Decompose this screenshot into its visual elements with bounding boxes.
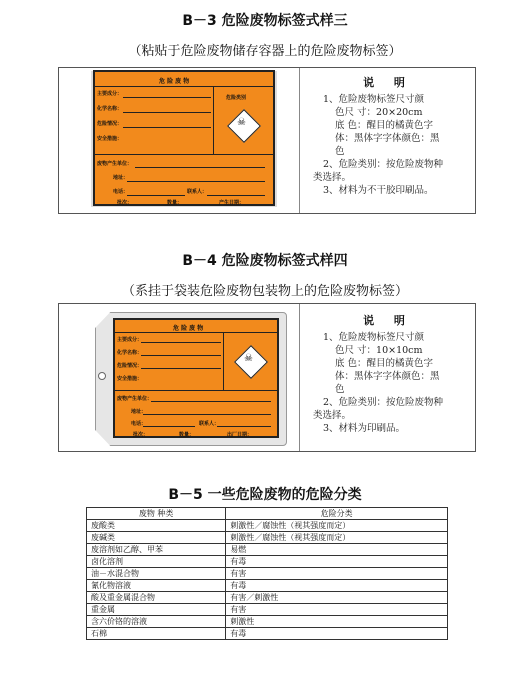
label3-field: 联系人： bbox=[187, 189, 208, 195]
label4-field: 电话： bbox=[131, 421, 147, 427]
label4-field: 地址： bbox=[131, 409, 147, 415]
label3-line bbox=[135, 167, 265, 168]
section4-desc-heading: 说 明 bbox=[363, 314, 413, 327]
label4-field: 数量： bbox=[179, 432, 195, 438]
label3-field: 废物产生单位： bbox=[97, 161, 133, 167]
desc-line: 体：黑体字字体颜色：黑 bbox=[335, 371, 440, 382]
section3-subtitle: （粘贴于危险废物储存容器上的危险废物标签） bbox=[128, 44, 402, 59]
hazard-class: 有害 bbox=[226, 604, 448, 616]
hazard-class: 刺激性 bbox=[226, 616, 448, 628]
label4-field: 出厂日期： bbox=[227, 432, 253, 438]
hazard-class: 有害 bbox=[226, 568, 448, 580]
label4-header: 危 险 废 物 bbox=[173, 325, 204, 332]
table-row bbox=[87, 604, 448, 616]
hazard-class: 易燃 bbox=[226, 544, 448, 556]
label3-field: 危险情况： bbox=[97, 121, 123, 127]
label3-orange bbox=[93, 70, 275, 206]
label3-vdivider bbox=[213, 86, 214, 154]
waste-type: 废溶剂如乙醇、甲苯 bbox=[87, 544, 226, 556]
waste-type: 酸及重金属混合物 bbox=[87, 592, 226, 604]
section3-frame bbox=[58, 67, 476, 214]
hazard-class: 刺激性／腐蚀性（视其强度而定） bbox=[226, 520, 448, 532]
table-header: 废物 种类 bbox=[87, 508, 226, 520]
table-row bbox=[87, 616, 448, 628]
label3-line bbox=[123, 97, 211, 98]
section3-title: B－3 危险废物标签式样三 bbox=[182, 13, 348, 29]
waste-type: 废酸类 bbox=[87, 520, 226, 532]
desc-line: 色 bbox=[335, 146, 345, 157]
label4-field: 主要成分： bbox=[117, 337, 143, 343]
label4-line bbox=[151, 401, 271, 402]
label3-field: 化学名称： bbox=[97, 106, 123, 112]
table-row bbox=[87, 592, 448, 604]
desc-line: 3、材料为印刷品。 bbox=[323, 423, 406, 434]
label3-divider bbox=[95, 154, 273, 155]
label3-field: 主要成分： bbox=[97, 91, 123, 97]
table-row bbox=[87, 628, 448, 640]
label3-field: 地址： bbox=[113, 175, 129, 181]
hazard-class: 有毒 bbox=[226, 580, 448, 592]
section5-title: B－5 一些危险废物的危险分类 bbox=[168, 487, 362, 503]
hazard-class: 有毒 bbox=[226, 556, 448, 568]
desc-line: 2、危险类别：按危险废物种 bbox=[323, 397, 444, 408]
section3-description bbox=[305, 74, 471, 197]
label3-field: 电话： bbox=[113, 189, 129, 195]
table-row bbox=[87, 580, 448, 592]
section4-separator bbox=[299, 304, 300, 451]
hazard-class: 有害／刺激性 bbox=[226, 592, 448, 604]
table-header: 危险分类 bbox=[226, 508, 448, 520]
label3-line bbox=[123, 112, 211, 113]
hazard-class: 有毒 bbox=[226, 628, 448, 640]
section4-title: B－4 危险废物标签式样四 bbox=[182, 253, 348, 269]
table-row bbox=[87, 544, 448, 556]
label4-line bbox=[141, 355, 221, 356]
label3-field: 安全措施： bbox=[97, 136, 123, 142]
waste-type: 废碱类 bbox=[87, 532, 226, 544]
desc-line: 类选择。 bbox=[313, 410, 352, 421]
label3-line bbox=[207, 195, 265, 196]
desc-line: 1、危险废物标签尺寸颜 bbox=[323, 94, 425, 105]
desc-line: 类选择。 bbox=[313, 172, 352, 183]
label4-orange bbox=[113, 318, 279, 438]
waste-type: 油－水混合物 bbox=[87, 568, 226, 580]
waste-type: 重金属 bbox=[87, 604, 226, 616]
tag-hole-icon bbox=[98, 372, 106, 380]
waste-type: 含六价铬的溶液 bbox=[87, 616, 226, 628]
desc-line: 色尺 寸：10×10cm bbox=[335, 345, 423, 356]
hazard-classification-table bbox=[86, 507, 448, 640]
desc-line: 底 色：醒目的橘黄色字 bbox=[335, 358, 434, 369]
section3-desc-heading: 说 明 bbox=[363, 76, 413, 89]
skull-icon: ☠ bbox=[244, 353, 253, 364]
label4-line bbox=[141, 368, 221, 369]
label4-field: 化学名称： bbox=[117, 350, 143, 356]
label3-divider bbox=[95, 86, 273, 87]
label3-line bbox=[123, 127, 211, 128]
table-row bbox=[87, 556, 448, 568]
label4-field: 安全措施： bbox=[117, 376, 143, 382]
label3-field: 批次： bbox=[117, 200, 133, 206]
table-row bbox=[87, 520, 448, 532]
skull-icon: ☠ bbox=[237, 117, 246, 128]
label4-field: 联系人： bbox=[199, 421, 220, 427]
section4-description bbox=[305, 312, 471, 435]
hazard-class: 刺激性／腐蚀性（视其强度而定） bbox=[226, 532, 448, 544]
label4-field: 危险情况： bbox=[117, 363, 143, 369]
waste-type: 石棉 bbox=[87, 628, 226, 640]
label4-line bbox=[217, 426, 271, 427]
waste-type: 卤化溶剂 bbox=[87, 556, 226, 568]
label4-field: 废物产生单位： bbox=[117, 396, 153, 402]
label4-divider bbox=[115, 332, 277, 333]
label3-field: 数量： bbox=[167, 200, 183, 206]
section3-separator bbox=[299, 68, 300, 213]
label3-line bbox=[127, 195, 185, 196]
label3-header: 危 险 废 物 bbox=[159, 78, 190, 85]
label4-line bbox=[143, 414, 271, 415]
label4-field: 批次： bbox=[133, 432, 149, 438]
desc-line: 底 色：醒目的橘黄色字 bbox=[335, 120, 434, 131]
section4-frame bbox=[58, 303, 476, 452]
label4-divider bbox=[115, 390, 277, 391]
waste-type: 氰化物溶液 bbox=[87, 580, 226, 592]
desc-line: 色尺 寸：20×20cm bbox=[335, 107, 423, 118]
label3-field: 产生日期： bbox=[219, 200, 245, 206]
label4-vdivider bbox=[223, 332, 224, 390]
desc-line: 3、材料为不干胶印刷品。 bbox=[323, 185, 434, 196]
desc-line: 2、危险类别：按危险废物种 bbox=[323, 159, 444, 170]
label3-category: 危险类别 bbox=[226, 95, 247, 101]
table-row bbox=[87, 568, 448, 580]
label3-line bbox=[127, 181, 265, 182]
desc-line: 1、危险废物标签尺寸颜 bbox=[323, 332, 425, 343]
label4-line bbox=[141, 342, 221, 343]
table-row bbox=[87, 532, 448, 544]
table-header-row bbox=[87, 508, 448, 520]
label4-line bbox=[143, 426, 195, 427]
desc-line: 色 bbox=[335, 384, 345, 395]
section4-subtitle: （系挂于袋装危险废物包装物上的危险废物标签） bbox=[121, 284, 408, 299]
desc-line: 体：黑体字字体颜色：黑 bbox=[335, 133, 440, 144]
